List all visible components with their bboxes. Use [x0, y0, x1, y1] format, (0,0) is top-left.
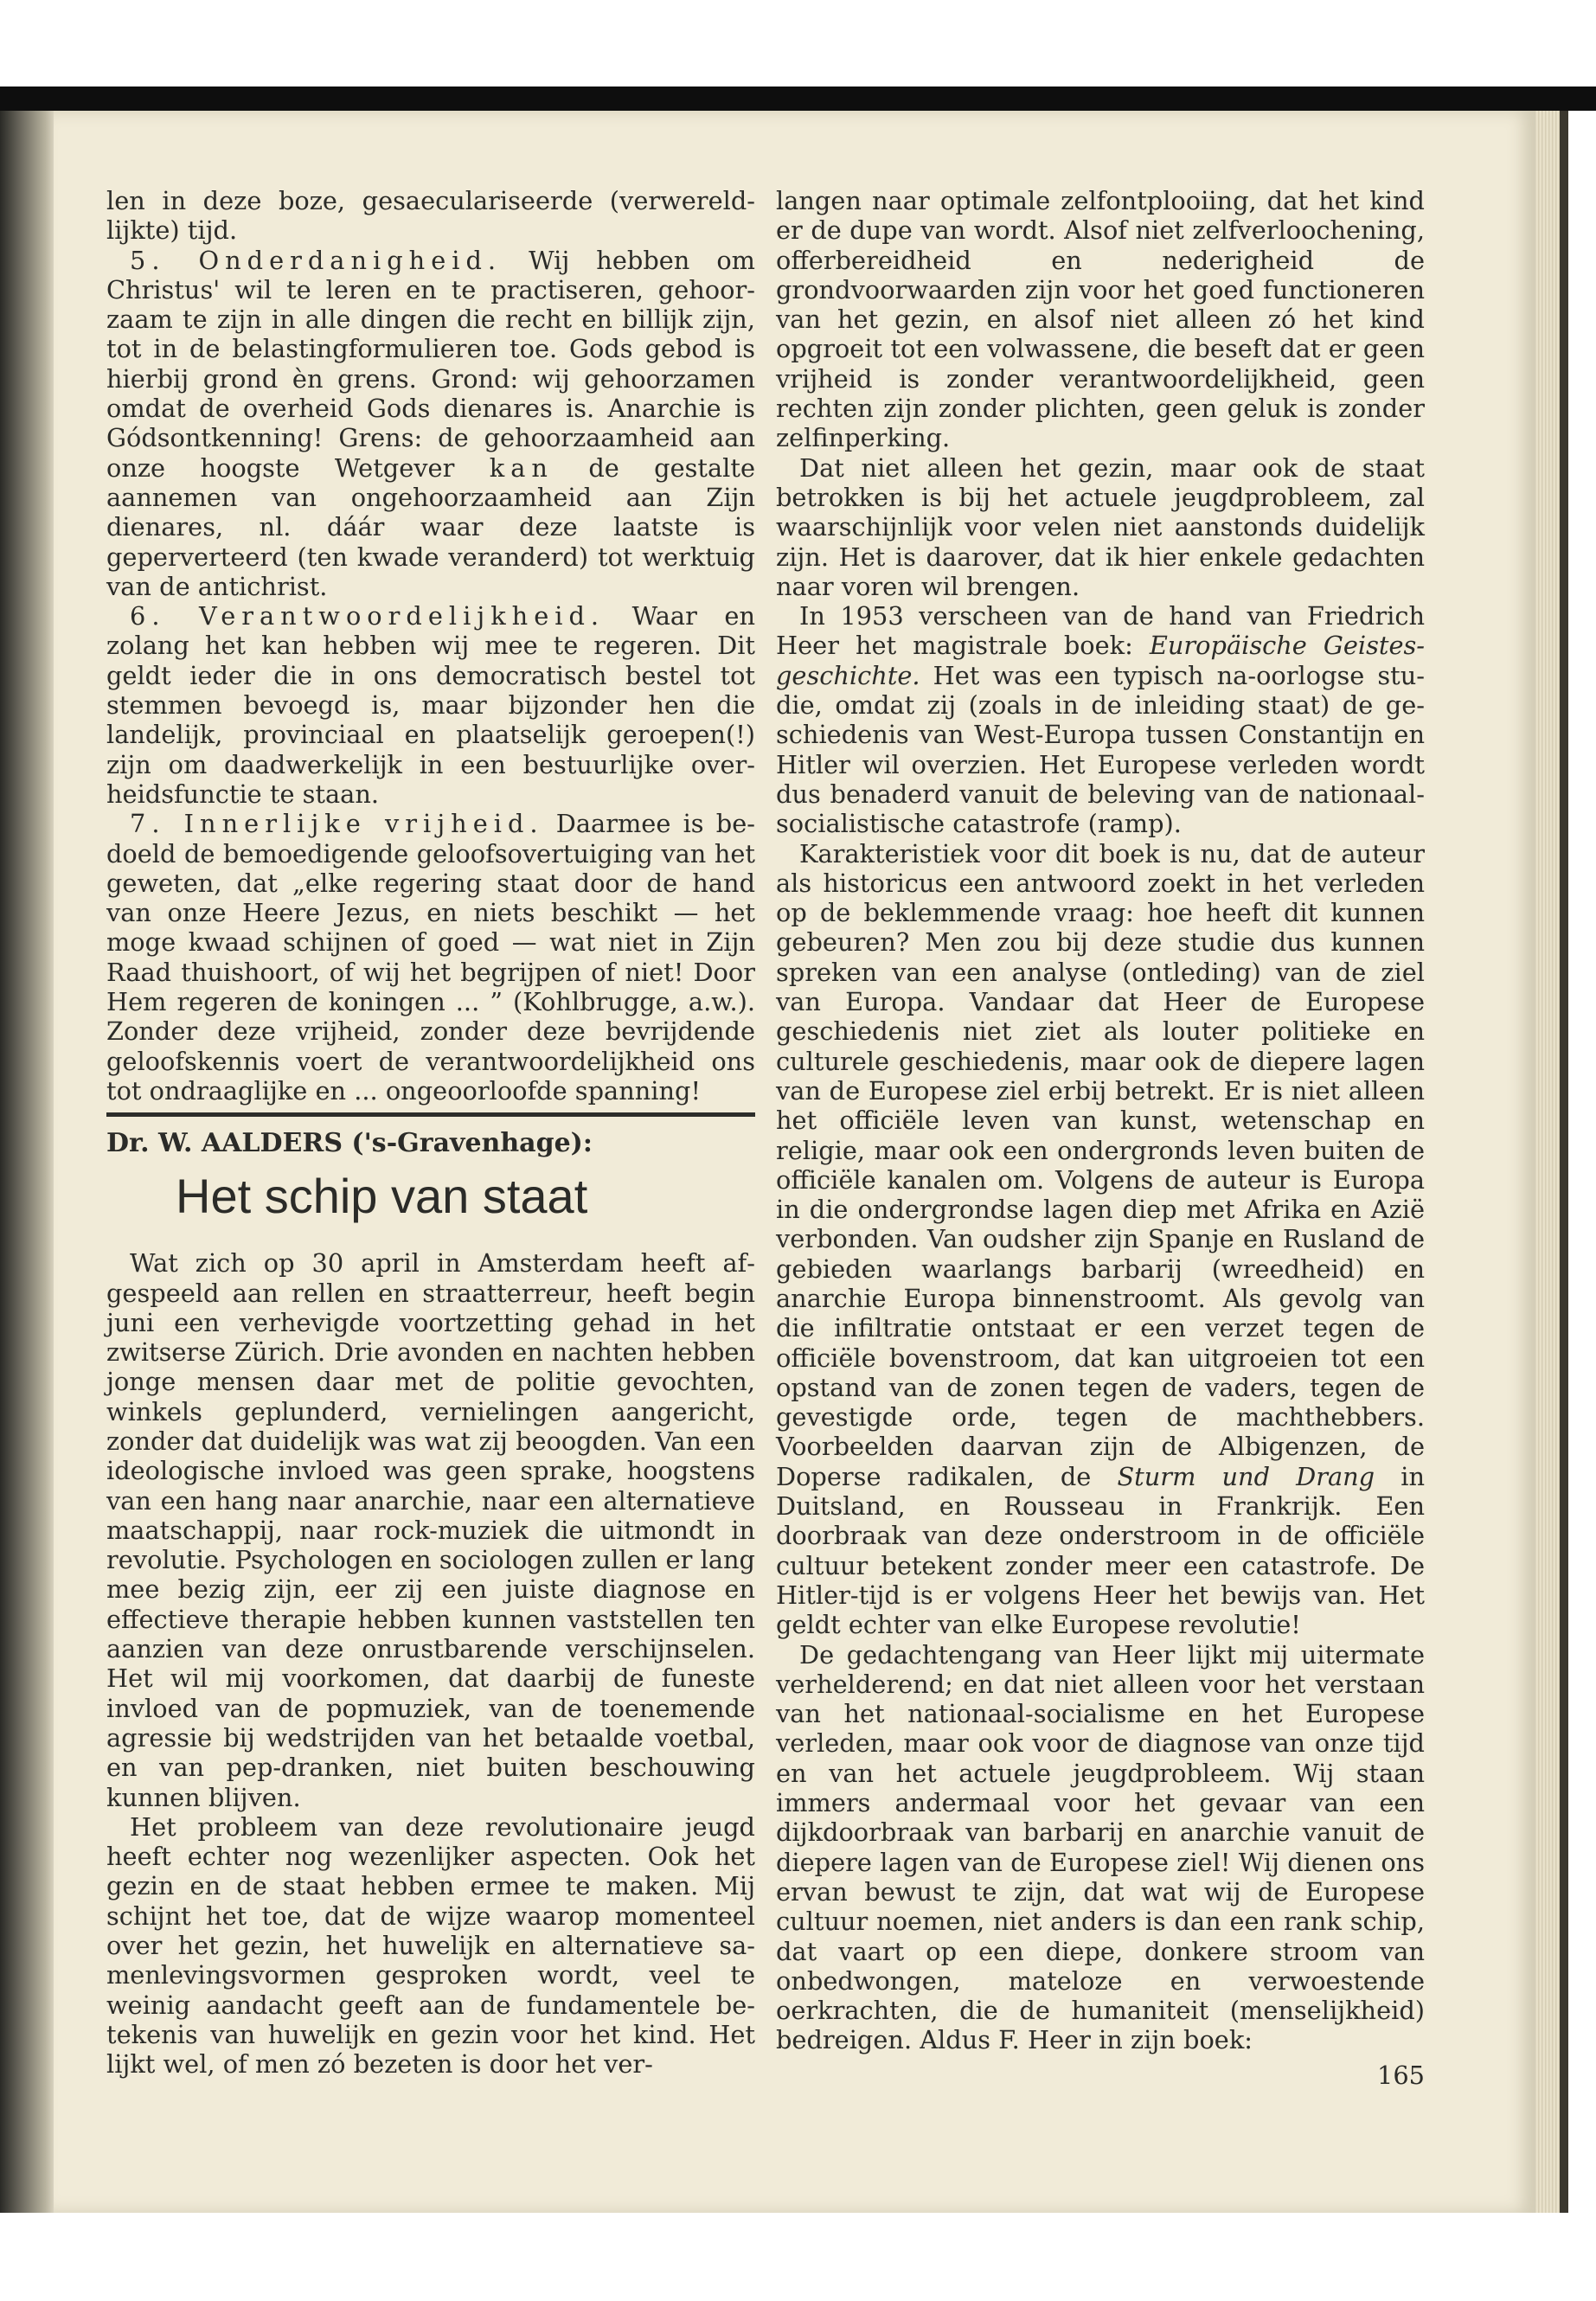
- scan-bottom-margin: [0, 2213, 1596, 2301]
- right-column: [776, 186, 1425, 2090]
- scan-top-border: [0, 87, 1596, 111]
- article-paragraph-6: Karakteristiek voor dit boek is nu, dat de auteur als historicus een antwoord zoekt in het verleden op de beklemmende vraag: hoe heeft dit kunnen gebeuren? Men zou bij deze studie dus kunnen spreken van een analyse (ontleding) van de ziel van Europa. Vandaar dat Heer de Europese geschiedenis niet ziet als louter politieke en culturele geschiedenis, maar ook de diepere lagen van de Europese ziel erbij betrekt. Er is niet alleen het officiële leven van kunst, wetenschap en religie, maar ook een ondergronds leven buiten de officiële kanalen om. Volgens de auteur is Europa in die ondergrondse lagen diep met Afrika en Azië verbonden. Van oudsher zijn Spanje en Rusland de gebieden waarlangs barbarij (wreedheid) en anarchie Europa binnenstroomt. Als gevolg van die infiltratie ontstaat er een verzet tegen de officiële bovenstroom, dat kan uitgroeien tot een opstand van de zonen tegen de vaders, tegen de gevestigde orde, tegen de machthebbers. Voorbeelden daarvan zijn de Albigenzen, de Doperse radikalen, de Sturm und Drang in Duitsland, en Rousseau in Frankrijk. Een doorbraak van deze onderstroom in de officiële cultuur betekent zonder meer een catastrofe. De Hitler-tijd is er volgens Heer het bewijs van. Het geldt echter van elke Europese revolutie!: [776, 838, 1425, 1640]
- section-divider: [106, 1112, 755, 1117]
- article-headline: Het schip van staat: [176, 1169, 588, 1224]
- paragraph-point-6: 6. Verantwoordelijkheid. Waar en zolang het kan hebben wij mee te regeren. Dit geldt ieder die in ons democratisch bestel tot stemmen bevoegd is, maar bijzonder hen die landelijk, provinciaal en plaatselijk geroepen(!) zijn om daadwerkelijk in een bestuurlijke overheidsfunctie te staan.: [106, 601, 756, 809]
- emphasis-kan: kan: [489, 452, 554, 483]
- article-paragraph-7: De gedachtengang van Heer lijkt mij uitermate verhelderend; en dat niet alleen voor het verstaan van het nationaal-socialisme en het Europese verleden, maar ook voor de diagnose van onze tijd en van het actuele jeugdprobleem. Wij staan immers andermaal voor het gevaar van een dijkdoorbraak van barbarij en anarchie vanuit de diepere lagen van de Europese ziel! Wij dienen ons ervan bewust te zijn, dat wat wij de Europese cultuur noemen, niet anders is dan een rank schip, dat vaart op een diepe, donkere stroom van onbedwongen, mateloze en verwoestende oerkrachten, die de humaniteit (menselijkheid) bedreigen. Aldus F. Heer in zijn boek:: [776, 1639, 1425, 2055]
- article-byline: Dr. W. AALDERS ('s-Gravenhage):: [106, 1128, 593, 1159]
- book-cover-edge: [1560, 111, 1568, 2213]
- point-5-heading: 5. Onderdanigheid.: [130, 245, 503, 275]
- book-title: Europäische Geistesgeschichte.: [776, 631, 1426, 690]
- book-spine: [0, 111, 54, 2213]
- article-paragraph-4: Dat niet alleen het gezin, maar ook de staat betrokken is bij het actuele jeugdprobleem, zal waarschijnlijk voor velen niet aanstonds duidelijk zijn. Het is daarover, dat ik hier enkele gedachten naar voren wil brengen.: [776, 452, 1425, 601]
- movement-title: Sturm und Drang: [1117, 1461, 1375, 1491]
- article-paragraph-1: Wat zich op 30 april in Amsterdam heeft afgespeeld aan rellen en straatterreur, heeft begin juni een verhevigde voortzetting gehad in het zwitserse Zürich. Drie avonden en nachten hebben jonge mensen daar met de politie gevochten, winkels geplunderd, vernielingen aangericht, zonder dat duidelijk was wat zij beoogden. Van een ideologische invloed was geen sprake, hoogstens van een hang naar anarchie, naar een alternatieve maatschappij, naar rock-muziek die uitmondt in revolutie. Psychologen en sociologen zullen er lang mee bezig zijn, eer zij een juiste diagnose en effectieve therapie hebben kunnen vaststellen ten aanzien van deze onrustbarende verschijnselen. Het wil mij voorkomen, dat daarbij de funeste invloed van de popmuziek, van de toenemende agressie bij wedstrijden van het betaalde voetbal, en van pep-dranken, niet buiten beschouwing kunnen blijven.: [106, 1248, 755, 1812]
- point-7-heading: 7. Innerlijke vrijheid.: [130, 809, 544, 839]
- article-paragraph-3: langen naar optimale zelfontplooiing, dat het kind er de dupe van wordt. Alsof niet zelfverloochening, offerbereidheid en nederigheid de grondvoorwaarden zijn voor het goed functioneren van het gezin, en alsof niet alleen zó het kind opgroeit tot een volwassene, die beseft dat er geen vrijheid is zonder verantwoordelijkheid, geen rechten zijn zonder plichten, geen geluk is zonder zelfinperking.: [776, 186, 1425, 453]
- paragraph-point-7: 7. Innerlijke vrijheid. Daarmee is bedoeld de bemoedigende geloofsovertuiging van het geweten, dat „elke regering staat door de hand van onze Heere Jezus, en niets beschikt — het moge kwaad schijnen of goed — wat niet in Zijn Raad thuishoort, of wij het begrijpen of niet! Door Hem regeren de koningen ... ” (Kohlbrugge, a.w.). Zonder deze vrijheid, zonder deze bevrijdende geloofskennis voert de verantwoordelijkheid ons tot ondraaglijke en ... ongeoorloofde spanning!: [106, 809, 755, 1106]
- article-paragraph-5: In 1953 verscheen van de hand van Friedrich Heer het magistrale boek: Europäische Geistesgeschichte. Het was een typisch na-oorlogse studie, omdat zij (zoals in de inleiding staat) de geschiedenis van West-Europa tussen Constantijn en Hitler wil overzien. Het Europese verleden wordt dus benaderd vanuit de beleving van de nationaal-socialistische catastrofe (ramp).: [776, 601, 1426, 839]
- left-column: [106, 186, 755, 2080]
- page-edges: [1535, 111, 1560, 2213]
- page-number: 165: [1377, 2060, 1425, 2090]
- paragraph-point-5: 5. Onderdanigheid. Wij hebben om Christus' wil te leren en te practiseren, gehoorzaam te zijn in alle dingen die recht en billijk zijn, tot in de belastingformulieren toe. Gods gebod is hierbij grond èn grens. Grond: wij gehoorzamen omdat de overheid Gods dienares is. Anarchie is Gódsontkenning! Grens: de gehoorzaamheid aan onze hoogste Wetgever kan de gestalte aannemen van ongehoorzaamheid aan Zijn dienares, nl. dáár waar deze laatste is geperverteerd (ten kwade veranderd) tot werktuig van de antichrist.: [106, 245, 755, 601]
- point-6-heading: 6. Verantwoordelijkheid.: [130, 601, 606, 631]
- scan-top-margin: [0, 0, 1596, 87]
- paragraph-continued: len in deze boze, gesaeculariseerde (verwereldlijkte) tijd.: [106, 186, 755, 246]
- article-paragraph-2: Het probleem van deze revolutionaire jeugd heeft echter nog wezenlijker aspecten. Ook het gezin en de staat hebben ermee te maken. Mij schijnt het toe, dat de wijze waarop momenteel over het gezin, het huwelijk en alternatieve samenlevingsvormen gesproken wordt, veel te weinig aandacht geeft aan de fundamentele betekenis van huwelijk en gezin voor het kind. Het lijkt wel, of men zó bezeten is door het ver-: [106, 1811, 755, 2080]
